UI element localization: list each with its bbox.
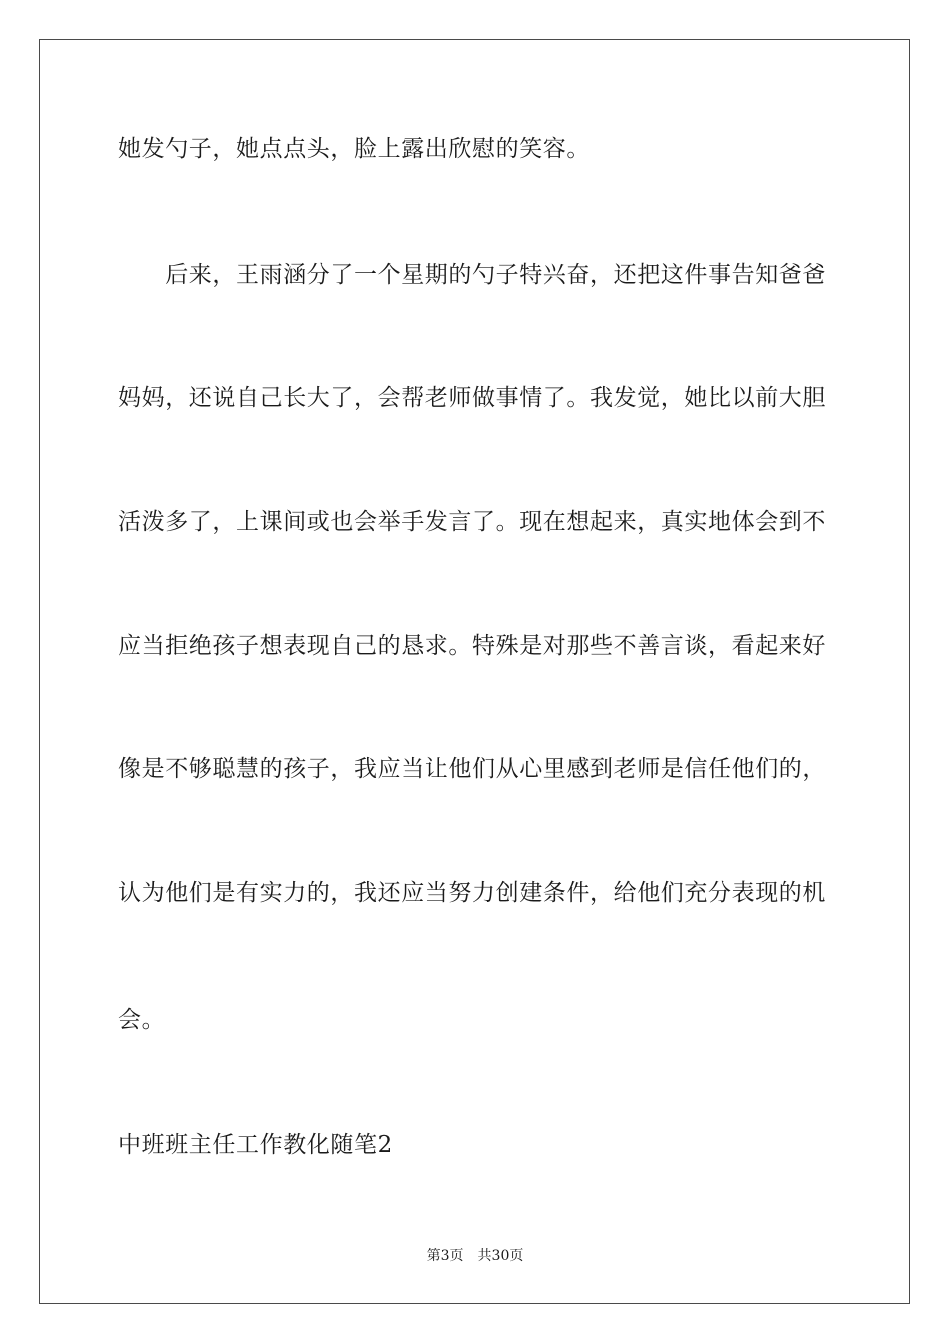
section-heading: 中班班主任工作教化随笔2 — [118, 1132, 393, 1158]
paragraph-line: 认为他们是有实力的，我还应当努力创建条件，给他们充分表现的机 — [118, 880, 826, 906]
paragraph-line: 应当拒绝孩子想表现自己的恳求。特殊是对那些不善言谈，看起来好 — [118, 633, 826, 659]
paragraph-line: 妈妈，还说自己长大了，会帮老师做事情了。我发觉，她比以前大胆 — [118, 385, 826, 411]
paragraph-line: 会。 — [118, 1007, 166, 1033]
paragraph-line: 后来，王雨涵分了一个星期的勺子特兴奋，还把这件事告知爸爸 — [118, 262, 826, 288]
page-border — [39, 39, 910, 1304]
paragraph-line: 活泼多了，上课间或也会举手发言了。现在想起来，真实地体会到不 — [118, 509, 826, 535]
page-number-footer: 第3页 共30页 — [426, 1248, 524, 1264]
paragraph-line: 像是不够聪慧的孩子，我应当让他们从心里感到老师是信任他们的， — [118, 756, 826, 782]
paragraph-line: 她发勺子，她点点头，脸上露出欣慰的笑容。 — [118, 136, 590, 162]
